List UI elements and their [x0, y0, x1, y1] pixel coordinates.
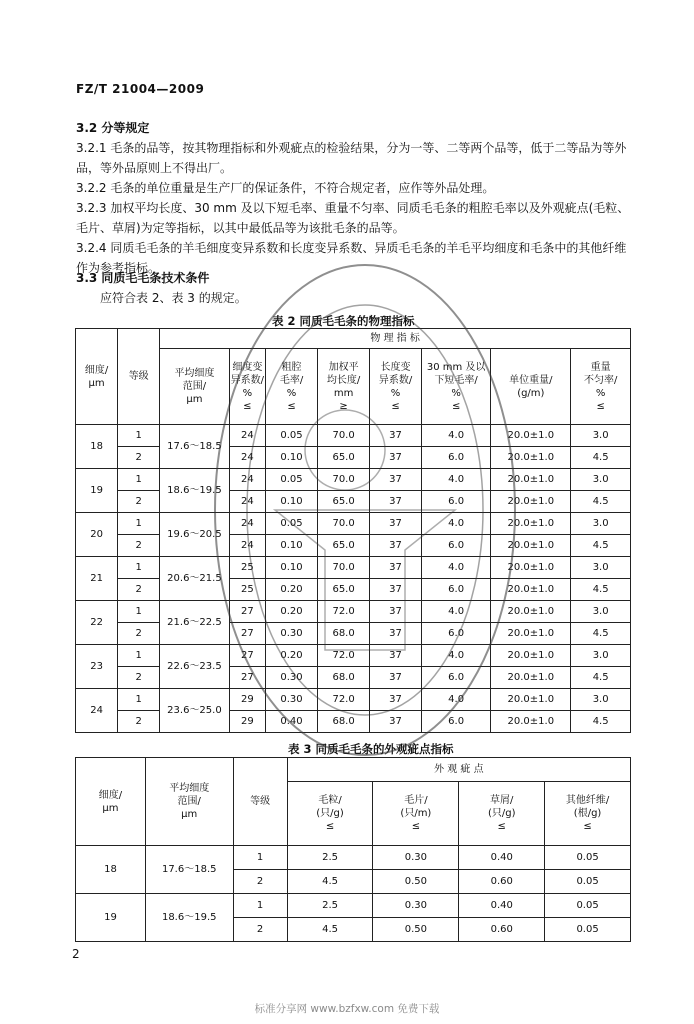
table-2-caption: 表 2 同质毛毛条的物理指标: [272, 314, 415, 328]
length-cell: 70.0: [318, 469, 370, 491]
vm-cell: 0.40: [459, 846, 545, 870]
table-row: [76, 557, 631, 579]
weight-cell: 20.0±1.0: [491, 469, 571, 491]
flakes-cell: 0.50: [373, 870, 459, 894]
weight-cell: 20.0±1.0: [491, 557, 571, 579]
range-cell: 23.6～25.0: [160, 689, 230, 733]
uneven-cell: 4.5: [571, 447, 631, 469]
t3-col-neps-header: 毛粒/ (只/g) ≤: [287, 782, 373, 846]
t3-col-range-header: 平均细度 范围/ μm: [145, 758, 233, 846]
vm-cell: 0.40: [459, 894, 545, 918]
grade-cell: 2: [118, 447, 160, 469]
lengthcv-cell: 37: [370, 447, 422, 469]
t3-col-fineness-header: 细度/ μm: [76, 758, 146, 846]
paragraph-3-2-1: 3.2.1 毛条的品等，按其物理指标和外观疵点的检验结果，分为一等、二等两个品等，低于二等品为等外品，等外品原则上不得出厂。: [76, 141, 627, 175]
length-cell: 72.0: [318, 601, 370, 623]
uneven-cell: 3.0: [571, 557, 631, 579]
table-row: [76, 645, 631, 667]
appearance-defects-header: 外 观 疵 点: [287, 758, 630, 782]
neps-cell: 4.5: [287, 870, 373, 894]
t3-col-other-header: 其他纤维/ (根/g) ≤: [545, 782, 631, 846]
range-cell: 17.6～18.5: [160, 425, 230, 469]
col-short-header: 30 mm 及以 下短毛率/ % ≤: [421, 349, 490, 425]
table-row: [76, 894, 631, 918]
table-row: [76, 711, 631, 733]
cv-cell: 24: [229, 425, 265, 447]
other-fiber-cell: 0.05: [545, 870, 631, 894]
col-uneven-header: 重量 不匀率/ % ≤: [571, 349, 631, 425]
length-cell: 68.0: [318, 711, 370, 733]
vm-cell: 0.60: [459, 918, 545, 942]
table-2: [75, 328, 631, 733]
document-code: FZ/T 21004—2009: [76, 82, 205, 96]
section-3-2-title: 3.2 分等规定: [76, 121, 150, 135]
uneven-cell: 4.5: [571, 667, 631, 689]
lengthcv-cell: 37: [370, 667, 422, 689]
cv-cell: 27: [229, 623, 265, 645]
footer-watermark: 标准分享网 www.bzfxw.com 免费下载: [254, 1003, 440, 1015]
col-grade-header: 等级: [118, 329, 160, 425]
length-cell: 65.0: [318, 447, 370, 469]
neps-cell: 2.5: [287, 846, 373, 870]
coarse-cell: 0.20: [266, 579, 318, 601]
short-cell: 4.0: [421, 601, 490, 623]
weight-cell: 20.0±1.0: [491, 491, 571, 513]
lengthcv-cell: 37: [370, 469, 422, 491]
vm-cell: 0.60: [459, 870, 545, 894]
table-3: [75, 757, 631, 942]
flakes-cell: 0.50: [373, 918, 459, 942]
grade-cell: 1: [118, 513, 160, 535]
cv-cell: 24: [229, 491, 265, 513]
uneven-cell: 4.5: [571, 623, 631, 645]
grade-cell: 2: [233, 870, 287, 894]
short-cell: 4.0: [421, 557, 490, 579]
coarse-cell: 0.10: [266, 557, 318, 579]
lengthcv-cell: 37: [370, 623, 422, 645]
coarse-cell: 0.30: [266, 689, 318, 711]
short-cell: 4.0: [421, 513, 490, 535]
coarse-cell: 0.20: [266, 601, 318, 623]
cv-cell: 24: [229, 535, 265, 557]
range-cell: 18.6～19.5: [160, 469, 230, 513]
table-3-caption: 表 3 同质毛毛条的外观疵点指标: [288, 742, 454, 756]
length-cell: 65.0: [318, 579, 370, 601]
range-cell: 20.6～21.5: [160, 557, 230, 601]
uneven-cell: 4.5: [571, 491, 631, 513]
table-row: [76, 513, 631, 535]
fineness-cell: 18: [76, 846, 146, 894]
table-row: [76, 667, 631, 689]
lengthcv-cell: 37: [370, 601, 422, 623]
range-cell: 22.6～23.5: [160, 645, 230, 689]
fineness-cell: 19: [76, 469, 118, 513]
short-cell: 6.0: [421, 623, 490, 645]
range-cell: 17.6～18.5: [145, 846, 233, 894]
paragraph-3-2-3: 3.2.3 加权平均长度、30 mm 及以下短毛率、重量不匀率、同质毛毛条的粗腔毛率以及外观疵点(毛粒、毛片、草屑)为定等指标，以其中最低品等为该批毛条的品等。: [76, 201, 630, 235]
cv-cell: 25: [229, 579, 265, 601]
short-cell: 4.0: [421, 689, 490, 711]
fineness-cell: 21: [76, 557, 118, 601]
weight-cell: 20.0±1.0: [491, 601, 571, 623]
uneven-cell: 4.5: [571, 711, 631, 733]
coarse-cell: 0.30: [266, 623, 318, 645]
table-row: [76, 579, 631, 601]
page-number: 2: [72, 947, 80, 961]
weight-cell: 20.0±1.0: [491, 667, 571, 689]
grade-cell: 1: [233, 894, 287, 918]
grade-cell: 2: [118, 491, 160, 513]
fineness-cell: 22: [76, 601, 118, 645]
section-3-3-text: 应符合表 2、表 3 的规定。: [100, 291, 247, 305]
flakes-cell: 0.30: [373, 846, 459, 870]
length-cell: 70.0: [318, 557, 370, 579]
grade-cell: 1: [118, 469, 160, 491]
grade-cell: 1: [118, 689, 160, 711]
length-cell: 72.0: [318, 689, 370, 711]
lengthcv-cell: 37: [370, 425, 422, 447]
length-cell: 65.0: [318, 535, 370, 557]
grade-cell: 1: [118, 645, 160, 667]
fineness-cell: 23: [76, 645, 118, 689]
coarse-cell: 0.40: [266, 711, 318, 733]
col-range-header: 平均细度 范围/ μm: [160, 349, 230, 425]
col-coarse-header: 粗腔 毛率/ % ≤: [266, 349, 318, 425]
table-row: [76, 425, 631, 447]
lengthcv-cell: 37: [370, 645, 422, 667]
table-row: [76, 623, 631, 645]
short-cell: 4.0: [421, 425, 490, 447]
neps-cell: 4.5: [287, 918, 373, 942]
col-length-header: 加权平 均长度/ mm ≥: [318, 349, 370, 425]
length-cell: 65.0: [318, 491, 370, 513]
col-fineness-header: 细度/ μm: [76, 329, 118, 425]
paragraph-3-2-2: 3.2.2 毛条的单位重量是生产厂的保证条件，不符合规定者，应作等外品处理。: [76, 181, 495, 195]
grade-cell: 2: [118, 711, 160, 733]
neps-cell: 2.5: [287, 894, 373, 918]
t3-col-vm-header: 草屑/ (只/g) ≤: [459, 782, 545, 846]
grade-cell: 2: [118, 535, 160, 557]
grade-cell: 2: [118, 623, 160, 645]
fineness-cell: 24: [76, 689, 118, 733]
uneven-cell: 4.5: [571, 579, 631, 601]
weight-cell: 20.0±1.0: [491, 447, 571, 469]
range-cell: 18.6～19.5: [145, 894, 233, 942]
weight-cell: 20.0±1.0: [491, 513, 571, 535]
short-cell: 4.0: [421, 469, 490, 491]
grade-cell: 1: [233, 846, 287, 870]
section-3-3-title: 3.3 同质毛毛条技术条件: [76, 271, 210, 285]
lengthcv-cell: 37: [370, 579, 422, 601]
length-cell: 70.0: [318, 513, 370, 535]
range-cell: 21.6～22.5: [160, 601, 230, 645]
other-fiber-cell: 0.05: [545, 918, 631, 942]
short-cell: 6.0: [421, 491, 490, 513]
cv-cell: 24: [229, 469, 265, 491]
table-row: [76, 846, 631, 870]
coarse-cell: 0.10: [266, 491, 318, 513]
cv-cell: 29: [229, 689, 265, 711]
weight-cell: 20.0±1.0: [491, 425, 571, 447]
coarse-cell: 0.10: [266, 447, 318, 469]
length-cell: 68.0: [318, 623, 370, 645]
coarse-cell: 0.05: [266, 513, 318, 535]
lengthcv-cell: 37: [370, 711, 422, 733]
t3-col-grade-header: 等级: [233, 758, 287, 846]
cv-cell: 29: [229, 711, 265, 733]
uneven-cell: 3.0: [571, 513, 631, 535]
col-lengthcv-header: 长度变 异系数/ % ≤: [370, 349, 422, 425]
col-cv-header: 细度变 异系数/ % ≤: [229, 349, 265, 425]
table-row: [76, 689, 631, 711]
short-cell: 6.0: [421, 447, 490, 469]
fineness-cell: 20: [76, 513, 118, 557]
lengthcv-cell: 37: [370, 491, 422, 513]
short-cell: 6.0: [421, 535, 490, 557]
lengthcv-cell: 37: [370, 689, 422, 711]
uneven-cell: 3.0: [571, 645, 631, 667]
t3-col-flakes-header: 毛片/ (只/m) ≤: [373, 782, 459, 846]
table-row: [76, 601, 631, 623]
range-cell: 19.6～20.5: [160, 513, 230, 557]
paragraph-3-2-4: 3.2.4 同质毛毛条的羊毛细度变异系数和长度变异系数、异质毛毛条的羊毛平均细度和毛条中的其他纤维作为参考指标。: [76, 241, 627, 275]
length-cell: 70.0: [318, 425, 370, 447]
grade-cell: 2: [233, 918, 287, 942]
lengthcv-cell: 37: [370, 557, 422, 579]
other-fiber-cell: 0.05: [545, 894, 631, 918]
cv-cell: 27: [229, 667, 265, 689]
length-cell: 72.0: [318, 645, 370, 667]
uneven-cell: 3.0: [571, 425, 631, 447]
short-cell: 4.0: [421, 645, 490, 667]
coarse-cell: 0.20: [266, 645, 318, 667]
grade-cell: 1: [118, 425, 160, 447]
physical-indicators-header: 物 理 指 标: [160, 329, 631, 349]
cv-cell: 24: [229, 513, 265, 535]
grade-cell: 2: [118, 579, 160, 601]
lengthcv-cell: 37: [370, 535, 422, 557]
length-cell: 68.0: [318, 667, 370, 689]
cv-cell: 24: [229, 447, 265, 469]
grade-cell: 1: [118, 601, 160, 623]
col-weight-header: 单位重量/ (g/m): [491, 349, 571, 425]
weight-cell: 20.0±1.0: [491, 579, 571, 601]
grade-cell: 2: [118, 667, 160, 689]
grade-cell: 1: [118, 557, 160, 579]
coarse-cell: 0.05: [266, 425, 318, 447]
table-row: [76, 447, 631, 469]
cv-cell: 27: [229, 645, 265, 667]
cv-cell: 27: [229, 601, 265, 623]
coarse-cell: 0.30: [266, 667, 318, 689]
uneven-cell: 3.0: [571, 689, 631, 711]
cv-cell: 25: [229, 557, 265, 579]
short-cell: 6.0: [421, 579, 490, 601]
coarse-cell: 0.10: [266, 535, 318, 557]
uneven-cell: 3.0: [571, 601, 631, 623]
table-row: [76, 491, 631, 513]
other-fiber-cell: 0.05: [545, 846, 631, 870]
weight-cell: 20.0±1.0: [491, 535, 571, 557]
short-cell: 6.0: [421, 711, 490, 733]
coarse-cell: 0.05: [266, 469, 318, 491]
short-cell: 6.0: [421, 667, 490, 689]
table-row: [76, 535, 631, 557]
lengthcv-cell: 37: [370, 513, 422, 535]
flakes-cell: 0.30: [373, 894, 459, 918]
fineness-cell: 19: [76, 894, 146, 942]
uneven-cell: 3.0: [571, 469, 631, 491]
uneven-cell: 4.5: [571, 535, 631, 557]
weight-cell: 20.0±1.0: [491, 645, 571, 667]
table-row: [76, 469, 631, 491]
fineness-cell: 18: [76, 425, 118, 469]
weight-cell: 20.0±1.0: [491, 689, 571, 711]
weight-cell: 20.0±1.0: [491, 711, 571, 733]
weight-cell: 20.0±1.0: [491, 623, 571, 645]
